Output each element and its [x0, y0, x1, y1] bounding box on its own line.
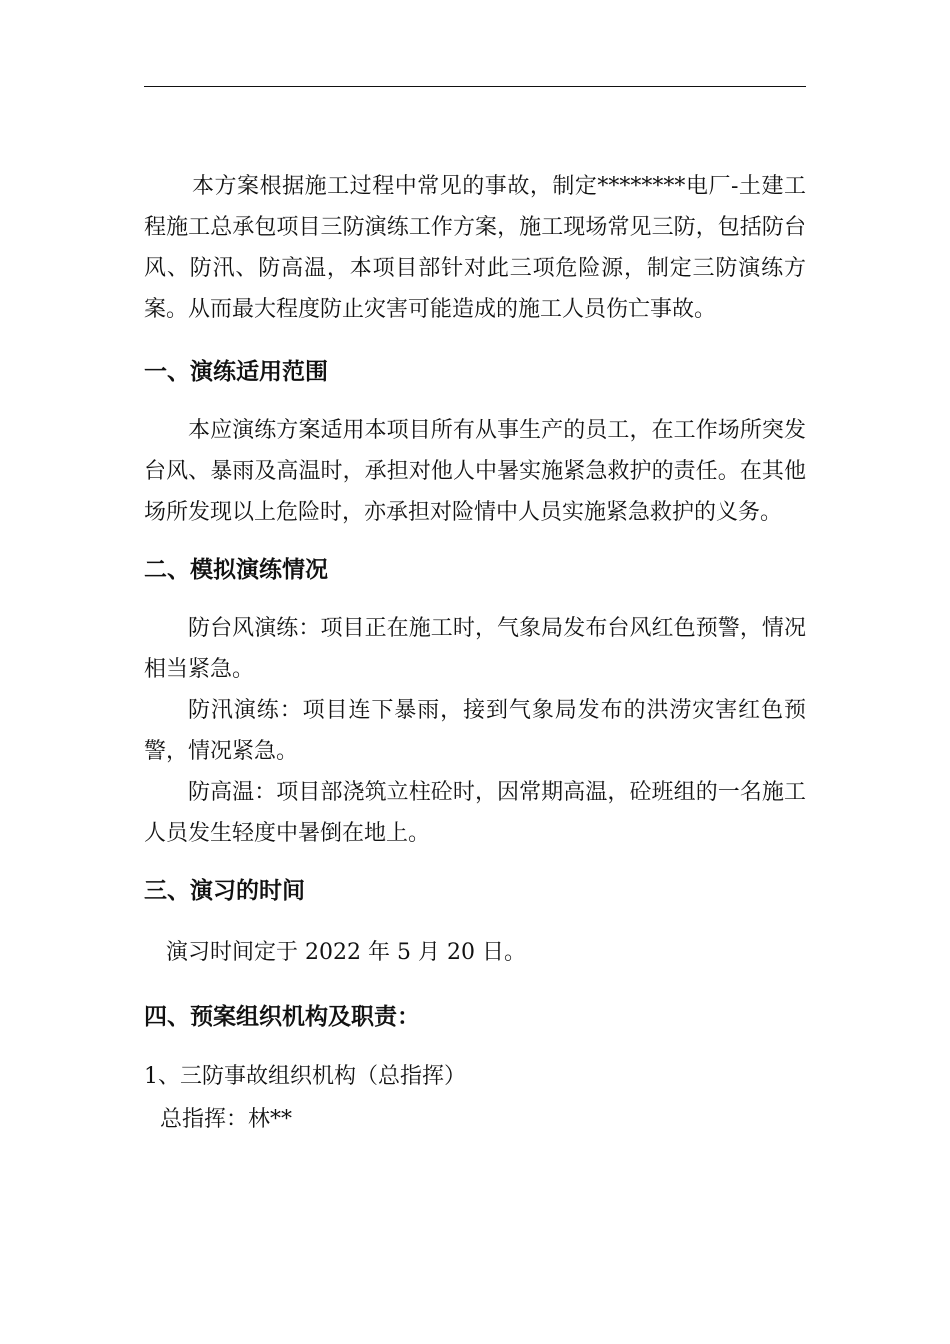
drill-time-text: 演习时间定于 2022 年 5 月 20 日。: [166, 940, 526, 965]
organization-subheading: 1、三防事故组织机构（总指挥）: [144, 1064, 466, 1089]
section-heading-organization: 四、预案组织机构及职责：: [144, 1004, 420, 1030]
commander-line: 总指挥：林**: [160, 1107, 293, 1132]
simulation-typhoon: 防台风演练：项目正在施工时，气象局发布台风红色预警，情况相当紧急。: [144, 616, 806, 682]
simulation-heat: 防高温：项目部浇筑立柱砼时，因常期高温，砼班组的一名施工人员发生轻度中暑倒在地上。: [144, 780, 806, 846]
section-heading-scope: 一、演练适用范围: [144, 359, 328, 385]
section-heading-simulation: 二、模拟演练情况: [144, 557, 328, 583]
section-heading-time: 三、演习的时间: [144, 878, 305, 904]
header-rule: [144, 86, 806, 87]
document-body: [144, 166, 806, 1140]
intro-paragraph: 本方案根据施工过程中常见的事故，制定********电厂-土建工程施工总承包项目三防演练工作方案，施工现场常见三防，包括防台风、防汛、防高温，本项目部针对此三项危险源，制定三防演练方案。从而最大程度防止灾害可能造成的施工人员伤亡事故。: [144, 174, 806, 322]
simulation-flood: 防汛演练：项目连下暴雨，接到气象局发布的洪涝灾害红色预警，情况紧急。: [144, 698, 806, 764]
scope-paragraph: 本应演练方案适用本项目所有从事生产的员工，在工作场所突发台风、暴雨及高温时，承担对他人中暑实施紧急救护的责任。在其他场所发现以上危险时，亦承担对险情中人员实施紧急救护的义务。: [144, 418, 806, 525]
